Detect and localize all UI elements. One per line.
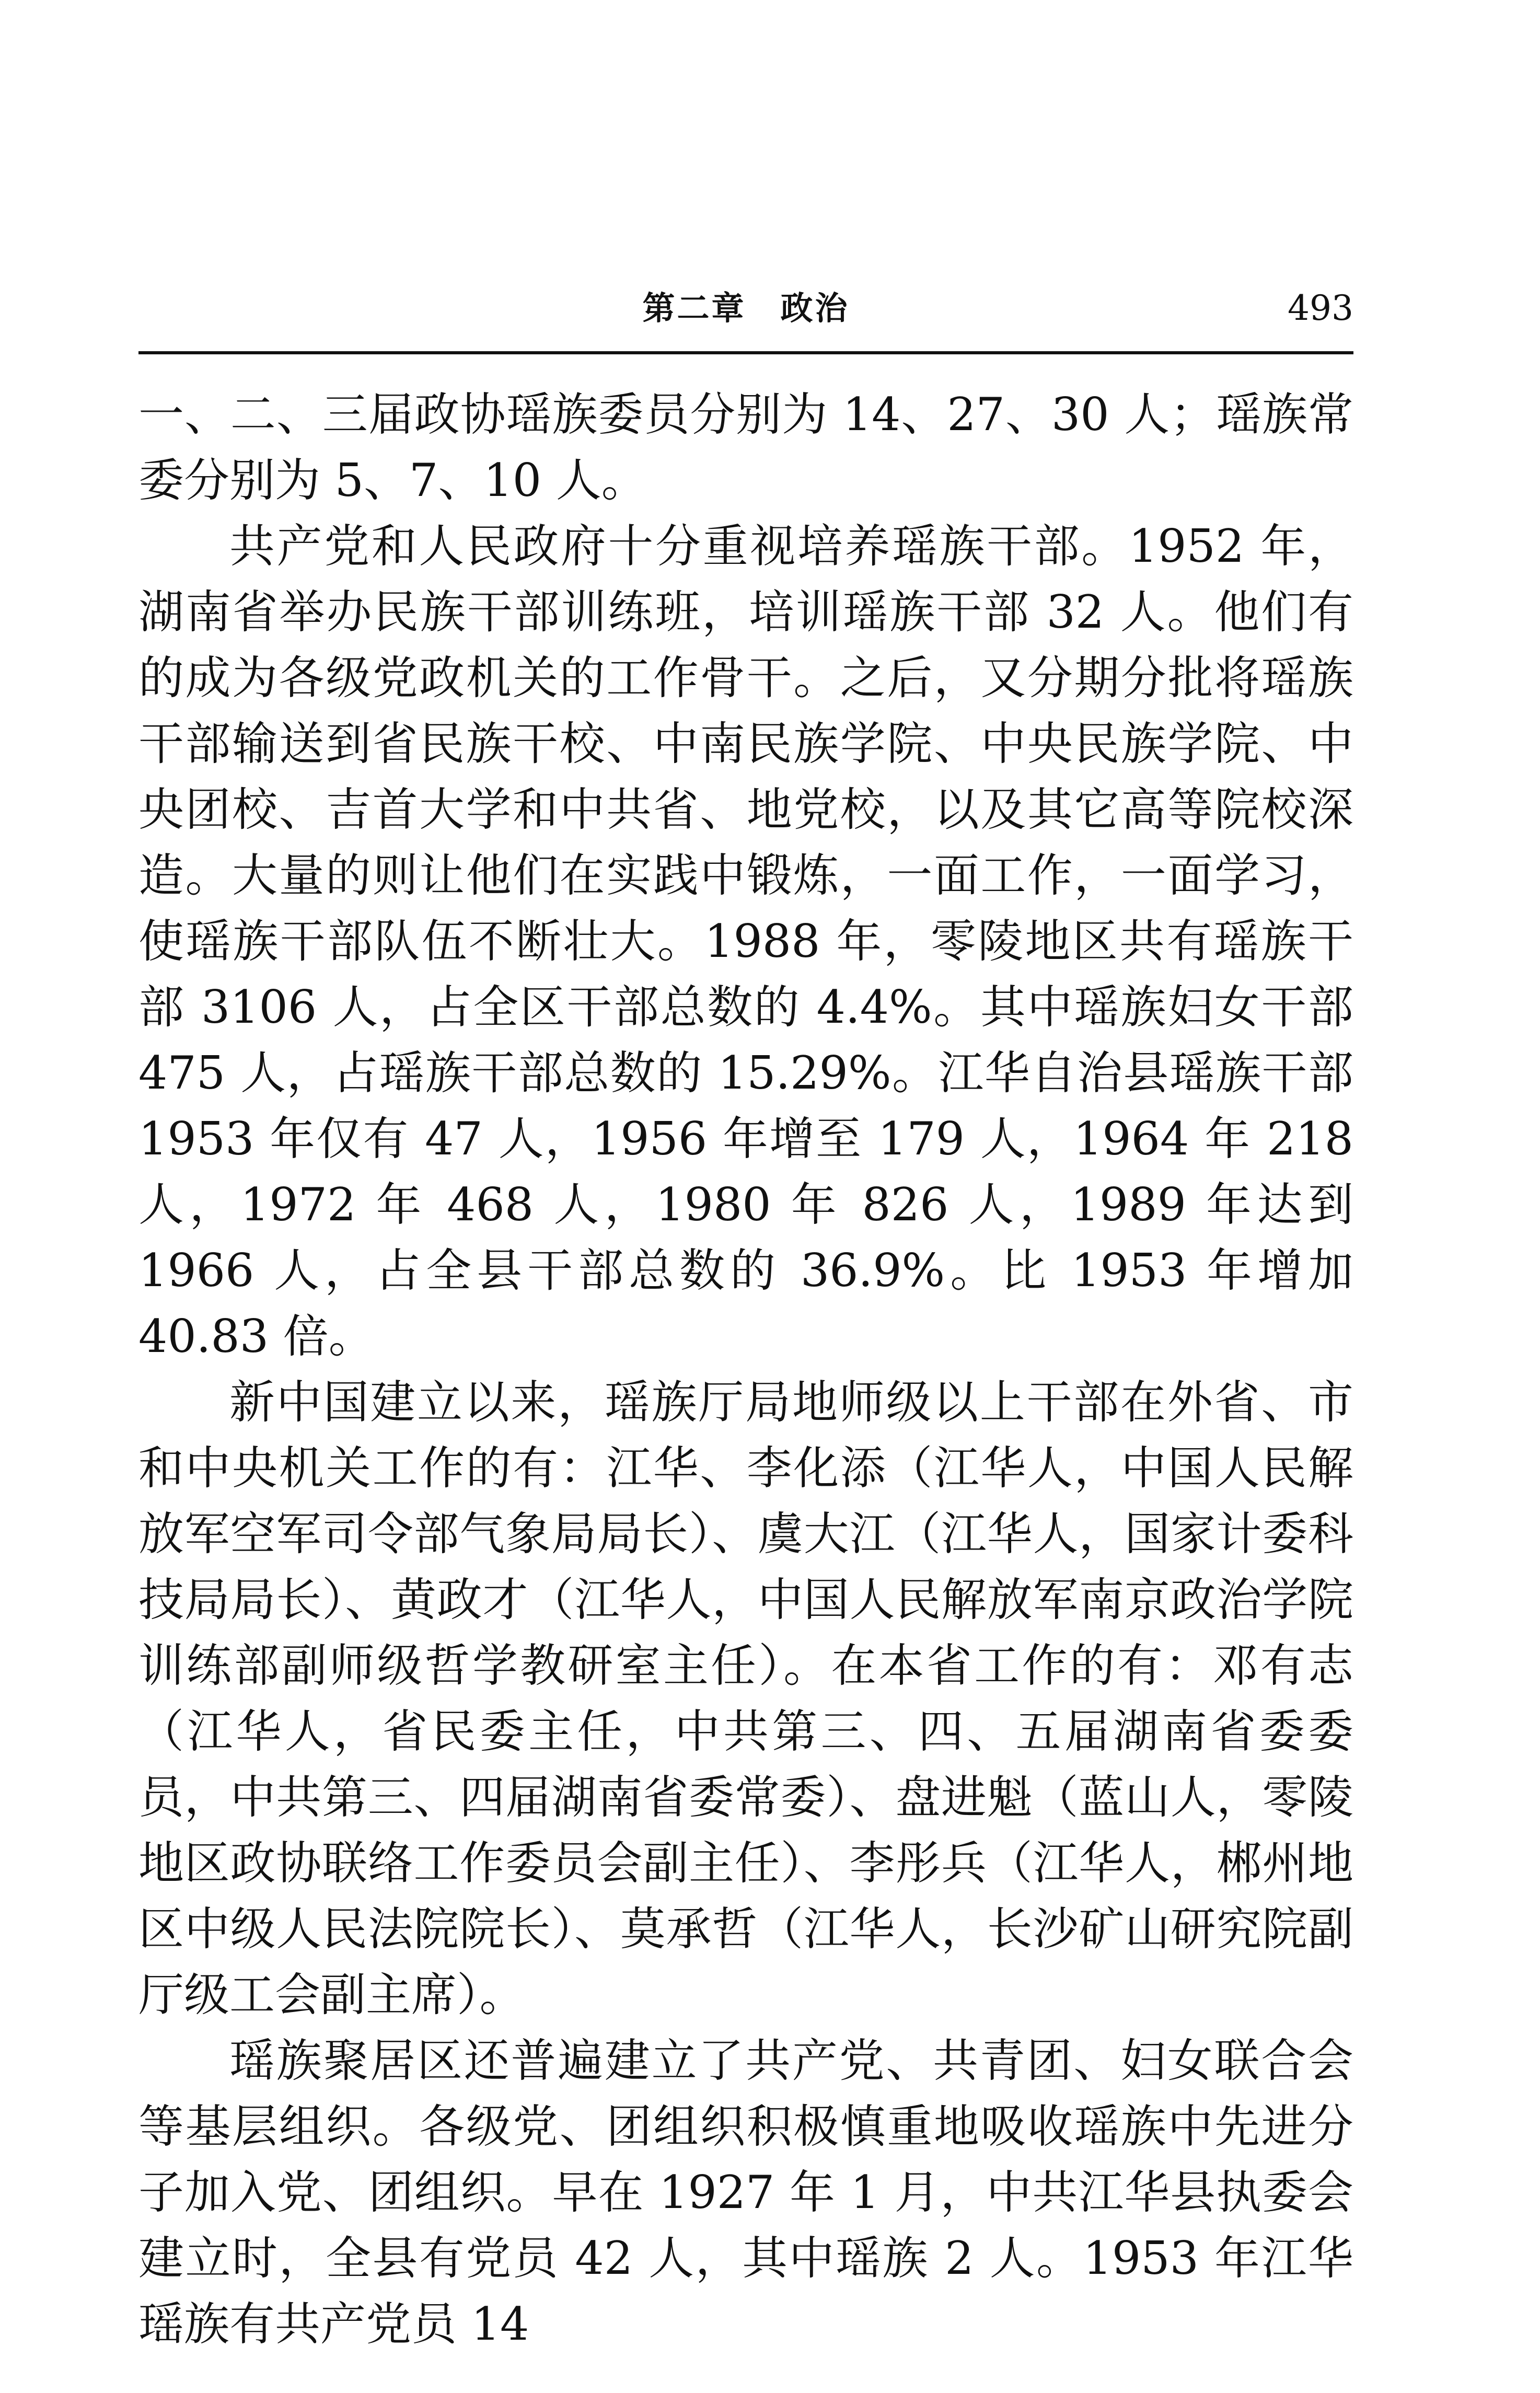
paragraph-continuation: 一、二、三届政协瑶族委员分别为 14、27、30 人；瑶族常委分别为 5、7、10 人。 — [138, 388, 1353, 507]
body-text — [138, 382, 1353, 2357]
paragraph-cadre-training: 共产党和人民政府十分重视培养瑶族干部。1952 年，湖南省举办民族干部训练班，培训瑶族干部 32 人。他们有的成为各级党政机关的工作骨干。之后，又分期分批将瑶族干部输送到省民族干校、中南民族学院、中央民族学院、中央团校、吉首大学和中共省、地党校，以及其它高等院校深造。大量的则让他们在实践中锻炼，一面工作，一面学习，使瑶族干部队伍不断壮大。1988 年，零陵地区共有瑶族干部 3106 人，占全区干部总数的 4.4%。其中瑶族妇女干部 475 人，占瑶族干部总数的 15.29%。江华自治县瑶族干部 1953 年仅有 47 人，1956 年增至 179 人，1964 年 218 人，1972 年 468 人，1980 年 826 人，1989 年达到 1966 人，占全县干部总数的 36.9%。比 1953 年增加 40.83 倍。 — [138, 519, 1353, 1363]
page-number: 493 — [1288, 288, 1353, 328]
paragraph-party-organizations: 瑶族聚居区还普遍建立了共产党、共青团、妇女联合会等基层组织。各级党、团组织积极慎重地吸收瑶族中先进分子加入党、团组织。早在 1927 年 1 月，中共江华县执委会建立时，全县有党员 42 人，其中瑶族 2 人。1953 年江华瑶族有共产党员 14 — [138, 2034, 1353, 2351]
header-rule — [138, 351, 1353, 354]
running-head — [138, 285, 1353, 342]
chapter-title: 第二章 政治 — [642, 289, 850, 327]
paragraph-senior-officials: 新中国建立以来，瑶族厅局地师级以上干部在外省、市和中央机关工作的有：江华、李化添（江华人，中国人民解放军空军司令部气象局局长）、虞大江（江华人，国家计委科技局局长）、黄政才（江华人，中国人民解放军南京政治学院训练部副师级哲学教研室主任）。在本省工作的有：邓有志（江华人，省民委主任，中共第三、四、五届湖南省委委员，中共第三、四届湖南省委常委）、盘进魁（蓝山人，零陵地区政协联络工作委员会副主任）、李彤兵（江华人，郴州地区中级人民法院院长）、莫承哲（江华人，长沙矿山研究院副厅级工会副主席）。 — [138, 1375, 1353, 2021]
